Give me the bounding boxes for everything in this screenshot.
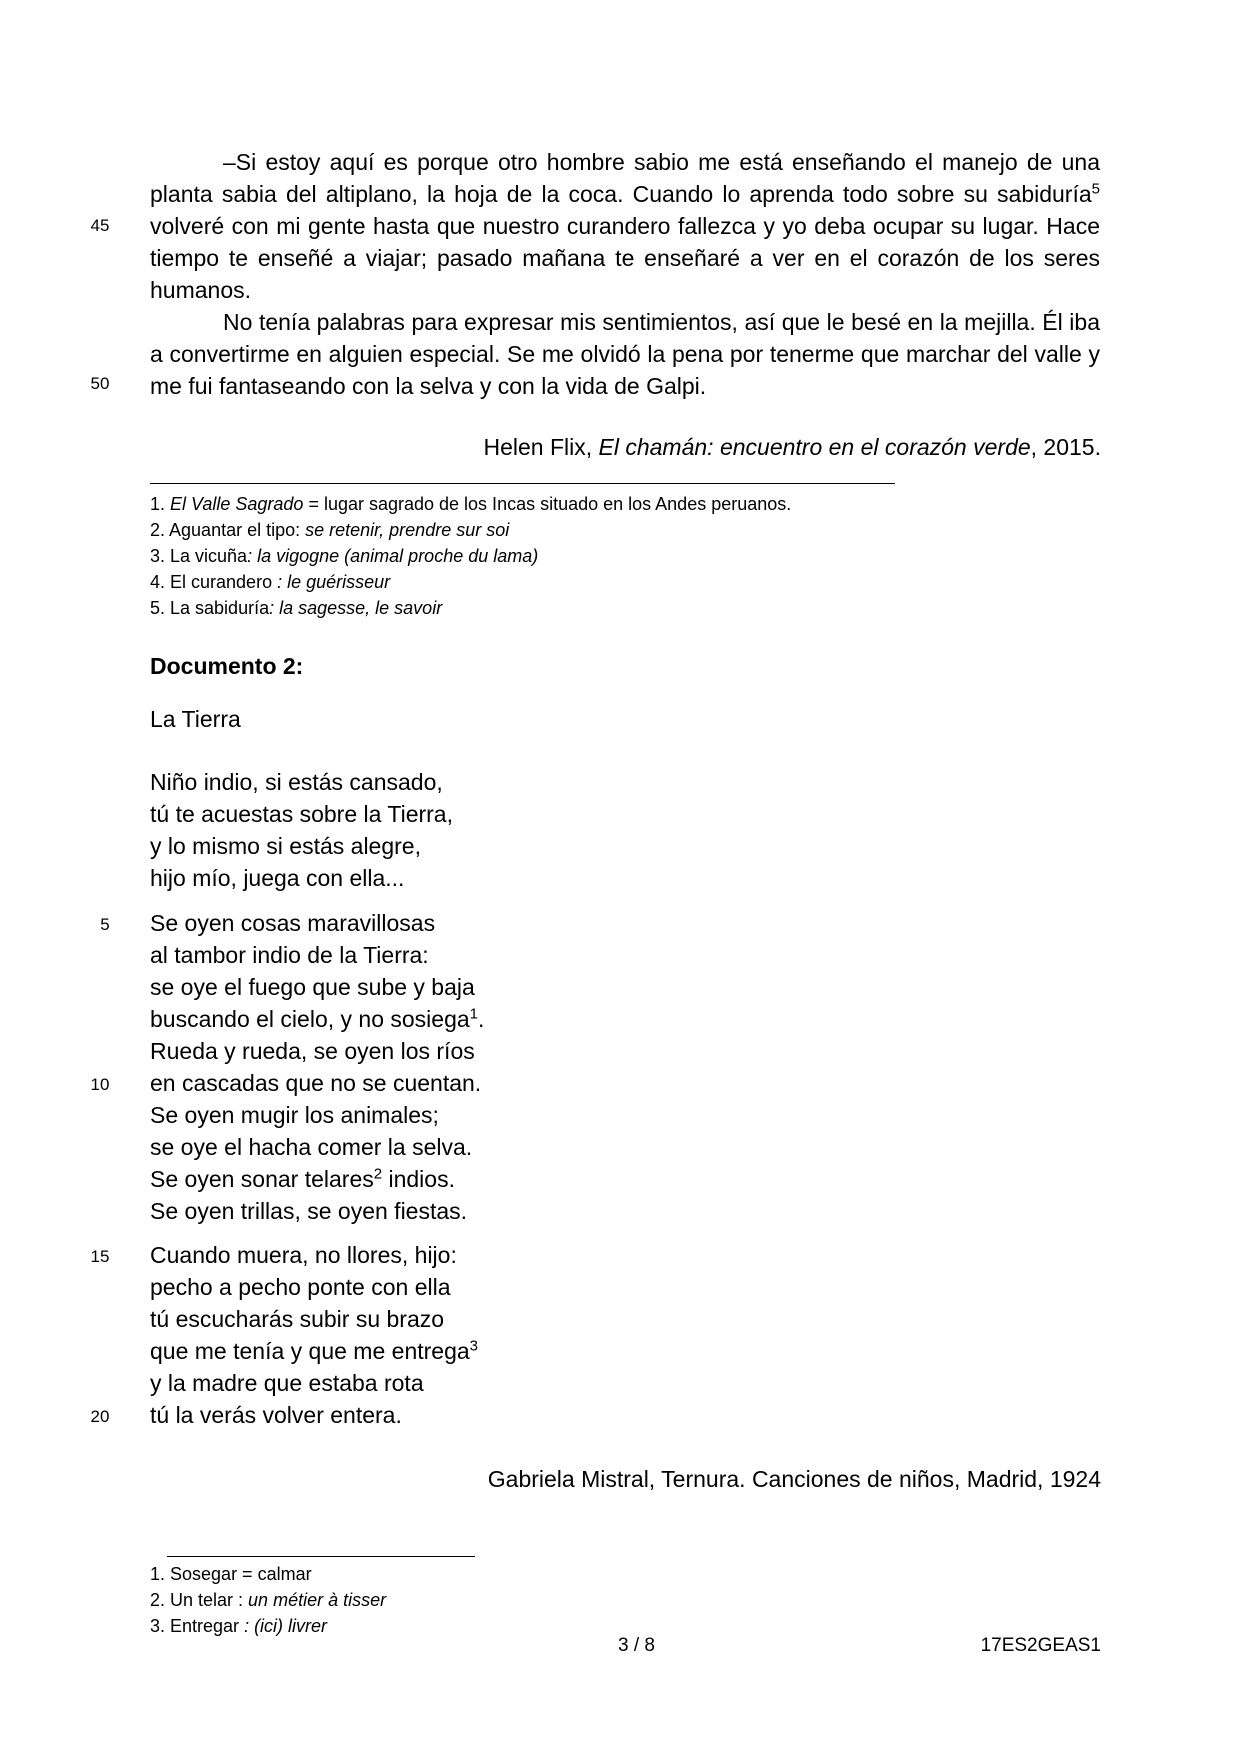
paragraph-2: No tenía palabras para expresar mis sentimientos, así que le besé en la mejilla. Él iba a convertirme en alguien especial. Se me olvidó la pena por tenerme que marchar del valle y me fui fantaseando con la selva y con la vida de Galpi. [150,309,1100,399]
verse-line: tú escucharás subir su brazo [150,1306,445,1332]
verse-line: y la madre que estaba rota [150,1370,424,1396]
line-number-15: 15 [90,1247,110,1266]
footnote-item: 4. El curandero : le guérisseur [150,572,391,592]
verse-line: pecho a pecho ponte con ella [150,1274,451,1300]
footnote-item: 5. La sabiduría: la sagesse, le savoir [150,598,443,618]
footnote-item: 3. Entregar : (ici) livrer [150,1616,328,1636]
line-number-10: 10 [90,1075,110,1094]
verse-line: Se oyen cosas maravillosas [150,910,436,936]
verse-line: Se oyen sonar telares$^2$ indios. [150,1165,455,1192]
verse-line: buscando el cielo, y no sosiega$^1$. [150,1005,485,1032]
line-number-5: 5 [100,915,110,934]
poem-stanza-3 [150,1239,478,1431]
verse-line: tú la verás volver entera. [150,1402,402,1428]
footnote-item: 2. Aguantar el tipo: se retenir, prendre sur soi [150,520,510,540]
line-number-50: 50 [90,374,110,393]
footnote-ref-1: 1 [469,1005,478,1023]
line-number-20: 20 [90,1407,110,1426]
doc2-attribution: Gabriela Mistral, Ternura. Canciones de niños, Madrid, 1924 [487,1466,1101,1492]
exam-code: 17ES2GEAS1 [980,1635,1101,1656]
poem-stanza-2 [150,907,484,1227]
verse-line: se oye el fuego que sube y baja [150,974,475,1000]
poem-stanza-1 [150,766,453,894]
verse-line: tú te acuestas sobre la Tierra, [150,801,453,827]
footnote-ref-2: 2 [373,1165,383,1183]
footnote-item: 1. Sosegar = calmar [150,1564,312,1584]
document-2-heading: Documento 2: [150,653,304,679]
verse-line: Niño indio, si estás cansado, [150,769,443,795]
verse-line: Se oyen trillas, se oyen fiestas. [150,1198,468,1224]
verse-line: Cuando muera, no llores, hijo: [150,1242,457,1268]
verse-line: se oye el hacha comer la selva. [150,1134,473,1160]
poem-title: La Tierra [150,706,241,732]
document-1-prose [150,146,1100,402]
verse-line: hijo mío, juega con ella... [150,865,405,891]
paragraph-1: –Si estoy aquí es porque otro hombre sabio me está enseñando el manejo de una planta sabia del altiplano, la hoja de la coca. Cuando lo aprenda todo sobre su sabiduría$^5$ volveré con mi gente hasta que nuestro curandero fallezca y yo deba ocupar su lugar. Hace tiempo te enseñé a viajar; pasado mañana te enseñaré a ver en el corazón de los seres humanos. [150,149,1100,303]
verse-line: al tambor indio de la Tierra: [150,942,429,968]
doc1-attribution: Helen Flix, El chamán: encuentro en el corazón verde, 2015. [483,434,1101,460]
verse-line: y lo mismo si estás alegre, [150,833,421,859]
footnote-divider-2 [167,1556,475,1557]
footnote-ref-5: 5 [1091,180,1100,198]
verse-line: en cascadas que no se cuentan. [150,1070,482,1096]
footnote-ref-3: 3 [469,1337,478,1355]
page-number: 3 / 8 [618,1635,655,1656]
footnote-item: 1. El Valle Sagrado = lugar sagrado de los Incas situado en los Andes peruanos. [150,494,792,514]
verse-line: que me tenía y que me entrega$^3$ [150,1337,478,1364]
line-number-45: 45 [90,216,110,235]
verse-line: Se oyen mugir los animales; [150,1102,439,1128]
footnote-item: 2. Un telar : un métier à tisser [150,1590,387,1610]
verse-line: Rueda y rueda, se oyen los ríos [150,1038,475,1064]
footnote-item: 3. La vicuña: la vigogne (animal proche du lama) [150,546,539,566]
footnote-divider-1 [150,483,895,484]
